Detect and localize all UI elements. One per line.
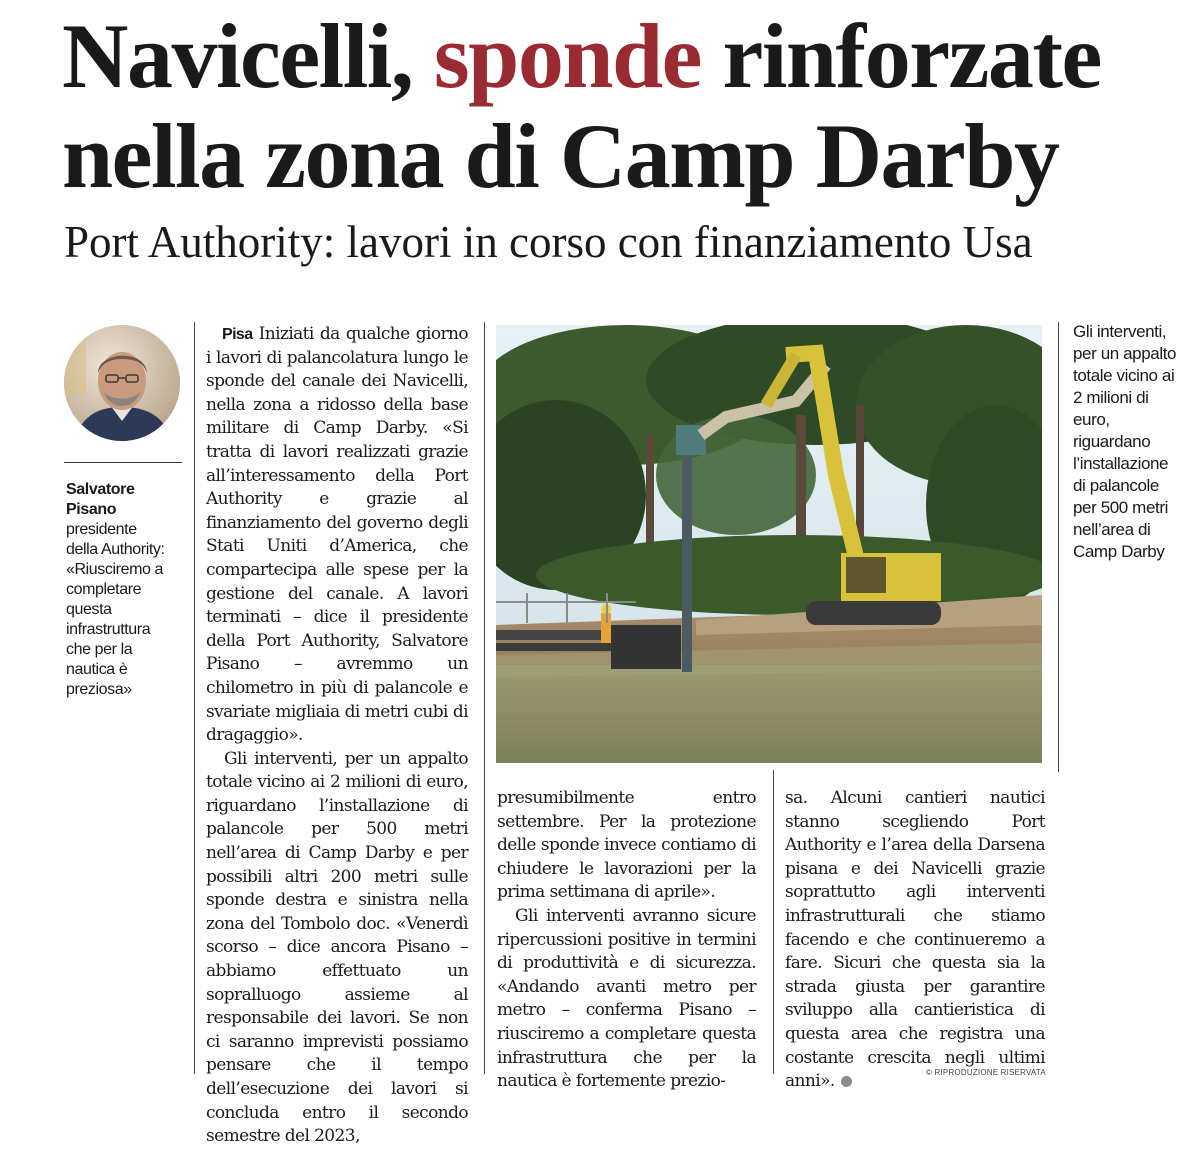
caption-divider xyxy=(64,462,182,463)
article-column-3 xyxy=(785,787,1045,1094)
column-divider xyxy=(194,322,195,1074)
headline xyxy=(62,6,1192,206)
article-paragraph: Gli interventi avranno sicure ripercussioni positive in termini di produttività e di sicurezza. «Andando avanti metro per metro – conferma Pisano – riusciremo a completare questa infrastruttura che per la nautica è fortemente prezio- xyxy=(497,905,756,1092)
copyright-notice: © RIPRODUZIONE RISERVATA xyxy=(926,1068,1046,1077)
column-divider xyxy=(1058,322,1059,772)
author-quote: presidente della Authority: «Riusciremo a completare questa infrastruttura che per la nautica è preziosa» xyxy=(66,521,165,698)
author-caption xyxy=(66,480,186,700)
person-photo-icon xyxy=(64,325,180,441)
article-paragraph xyxy=(785,787,1045,1094)
subheadline: Port Authority: lavori in corso con finanziamento Usa xyxy=(64,217,1033,267)
construction-site-photo xyxy=(496,325,1042,763)
author-portrait xyxy=(64,325,180,441)
column-divider xyxy=(484,322,485,1074)
photo-caption: Gli interventi, per un appalto totale vicino ai 2 milioni di euro, riguardano l’installazione di palancole per 500 metri nell’area di Camp Darby xyxy=(1073,322,1177,561)
photo-illustration xyxy=(496,325,1042,763)
column-divider xyxy=(773,770,774,1074)
article-text: Iniziati da qualche giorno i lavori di palancolatura lungo le sponde del canale dei Navicelli, nella zona a ridosso della base militare di Camp Darby. «Si tratta di lavori realizzati grazie all’interessamento della Port Authority e grazie al finanziamento del governo degli Stati Uniti d’America, che compartecipa alle spese per la gestione del canale. A lavori terminati – dice il presidente della Port Authority, Salvatore Pisano – avremmo un chilometro in più di palancole e svariate migliaia di metri cubi di dragaggio». xyxy=(206,324,468,746)
article-column-1 xyxy=(206,323,468,1149)
dateline: Pisa xyxy=(222,326,253,343)
article-paragraph: presumibilmente entro settembre. Per la protezione delle sponde invece contiamo di chiudere le lavorazioni per la prima settimana di aprile». xyxy=(497,788,756,903)
article-text: sa. Alcuni cantieri nautici stanno scegliendo Port Authority e l’area della Darsena pisana e dei Navicelli grazie soprattutto agli interventi infrastrutturali che stiamo facendo e che continueremo a fare. Sicuri che questa sia la strada giusta per garantire sviluppo alla cantieristica di questa area che registra una costante crescita negli ultimi anni». xyxy=(785,788,1045,1092)
headline-part1: Navicelli, xyxy=(62,5,434,107)
headline-part2: rinforzate nella zona di Camp Darby xyxy=(62,5,1101,207)
author-name: Salvatore Pisano xyxy=(66,481,135,518)
end-dot-icon xyxy=(841,1076,852,1087)
article-paragraph: Gli interventi, per un appalto totale vicino ai 2 milioni di euro, riguardano l’installazione di palancole per 500 metri nell’area di Camp Darby e per possibili altri 200 metri sulle sponde destra e sinistra nella zona del Tombolo doc. «Venerdì scorso – dice ancora Pisano – abbiamo effettuato un sopralluogo assieme al responsabile dei lavori. Se non ci saranno imprevisti possiamo pensare che il tempo dell’esecuzione dei lavori si concluda entro il secondo semestre del 2023, xyxy=(206,748,468,1147)
article-paragraph xyxy=(206,323,468,748)
article-column-2 xyxy=(497,787,756,1094)
headline-accent: sponde xyxy=(433,5,701,107)
